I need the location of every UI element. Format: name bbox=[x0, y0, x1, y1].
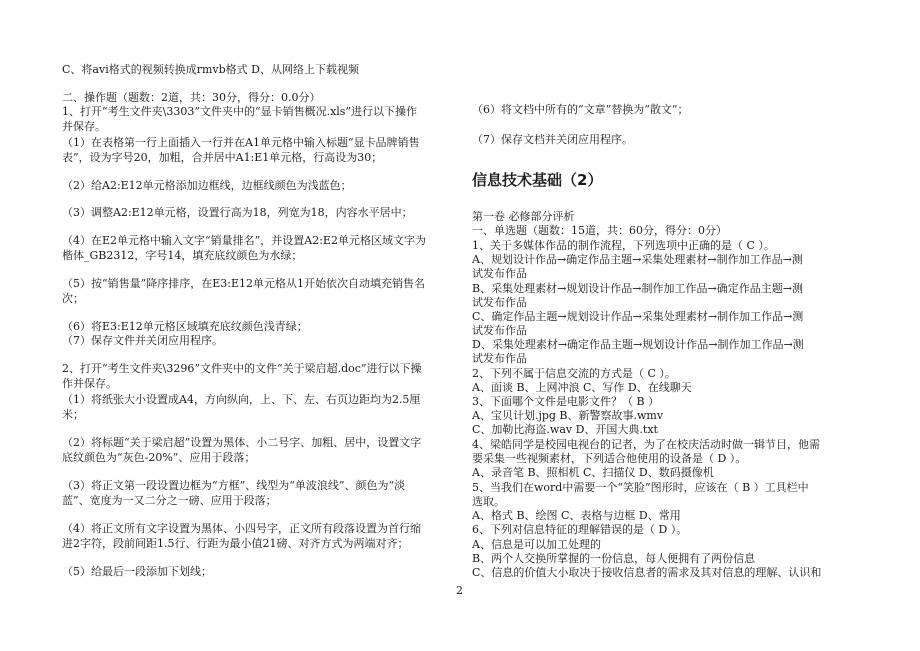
left-text-line: 底纹颜色为“灰色-20%”、应用于段落； bbox=[62, 451, 256, 464]
left-text-line: 进2字符，段前间距1.5行、行距为最小值21磅、对齐方式为两端对齐； bbox=[62, 537, 409, 550]
right-text-line: D、采集处理素材→确定作品主题→规划设计作品→制作加工作品→测 bbox=[472, 338, 804, 351]
right-text-line: A、录音笔 B、照相机 C、扫描仪 D、数码摄像机 bbox=[472, 466, 714, 479]
right-text-line: A、格式 B、绘图 C、表格与边框 D、常用 bbox=[472, 509, 681, 522]
right-text-line: 一、单选题（题数：15道，共：60分，得分：0分） bbox=[472, 224, 727, 237]
right-text-line: （6）将文档中所有的“文章”替换为“散文”； bbox=[472, 103, 689, 116]
right-text-line: A、面谈 B、上网冲浪 C、写作 D、在线聊天 bbox=[472, 381, 692, 394]
left-text-line: 2、打开“考生文件夹\3296”文件夹中的文件“关于梁启超.doc”进行以下操 bbox=[62, 362, 422, 375]
right-text-line: A、规划设计作品→确定作品主题→采集处理素材→制作加工作品→测 bbox=[472, 253, 803, 266]
left-text-line: 楷体_GB2312，字号14，填充底纹颜色为水绿； bbox=[62, 249, 303, 262]
right-text-line: 5、当我们在word中需要一个“笑脸”图形时，应该在（ B ）工具栏中 bbox=[472, 481, 809, 494]
left-text-line: 米； bbox=[62, 408, 84, 421]
right-text-line: C、信息的价值大小取决于接收信息者的需求及其对信息的理解、认识和 bbox=[472, 566, 822, 579]
right-text-line: 试发布作品 bbox=[472, 267, 527, 280]
right-text-line: 试发布作品 bbox=[472, 352, 527, 365]
left-text-line: 作并保存。 bbox=[62, 377, 117, 390]
left-text-line: 次； bbox=[62, 292, 84, 305]
right-text-line: 要采集一些视频素材，下列适合他使用的设备是（ D ）。 bbox=[472, 452, 747, 465]
right-text-line: （7）保存文档并关闭应用程序。 bbox=[472, 133, 633, 146]
right-text-line: 2、下列不属于信息交流的方式是（ C ）。 bbox=[472, 367, 676, 380]
left-text-line: 二、操作题（题数：2道，共：30分，得分：0.0分） bbox=[62, 91, 321, 104]
right-text-line: 6、下列对信息特征的理解错误的是（ D ）。 bbox=[472, 523, 688, 536]
left-text-line: （2）将标题“关于梁启超”设置为黑体、小二号字、加粗、居中，设置文字 bbox=[62, 436, 422, 449]
left-text-line: （3）调整A2:E12单元格，设置行高为18，列宽为18，内容水平居中； bbox=[62, 206, 413, 219]
left-text-line: 并保存。 bbox=[62, 120, 106, 133]
right-text-line: 4、梁皓同学是校园电视台的记者，为了在校庆活动时做一辑节目，他需 bbox=[472, 438, 820, 451]
right-text-line: A、信息是可以加工处理的 bbox=[472, 538, 601, 551]
left-text-line: （1）在表格第一行上面插入一行并在A1单元格中输入标题“显卡品牌销售 bbox=[62, 136, 420, 149]
left-text-line: （2）给A2:E12单元格添加边框线，边框线颜色为浅蓝色； bbox=[62, 179, 352, 192]
left-text-line: （7）保存文件并关闭应用程序。 bbox=[62, 334, 223, 347]
left-text-line: 蓝”、宽度为一又二分之一磅、应用于段落； bbox=[62, 494, 277, 507]
right-text-line: 1、关于多媒体作品的制作流程，下列选项中正确的是（ C ）。 bbox=[472, 239, 775, 252]
right-text-line: 3、下面哪个文件是电影文件？（ B ） bbox=[472, 395, 660, 408]
right-text-line: C、加勒比海盗.wav D、开国大典.txt bbox=[472, 423, 658, 436]
right-text-line: 试发布作品 bbox=[472, 296, 527, 309]
left-text-line: （4）在E2单元格中输入文字“销量排名”，并设置A2:E2单元格区域文字为 bbox=[62, 234, 426, 247]
left-text-line: （5）按“销售量”降序排序，在E3:E12单元格从1开始依次自动填充销售名 bbox=[62, 277, 426, 290]
section-title: 信息技术基础（2） bbox=[472, 171, 603, 189]
left-text-line: （5）给最后一段添加下划线； bbox=[62, 565, 212, 578]
right-text-line: 第一卷 必修部分评析 bbox=[472, 210, 575, 223]
left-text-line: C、将avi格式的视频转换成rmvb格式 D、从网络上下载视频 bbox=[62, 63, 359, 76]
right-text-line: 选取。 bbox=[472, 495, 505, 508]
left-text-line: 1、打开“考生文件夹\3303”文件夹中的“显卡销售概况.xls”进行以下操作 bbox=[62, 105, 418, 118]
left-text-line: （1）将纸张大小设置成A4，方向纵向，上、下、左、右页边距均为2.5厘 bbox=[62, 393, 421, 406]
right-text-line: C、确定作品主题→规划设计作品→采集处理素材→制作加工作品→测 bbox=[472, 310, 804, 323]
left-text-line: （6）将E3:E12单元格区域填充底纹颜色浅青绿； bbox=[62, 320, 308, 333]
right-text-line: 试发布作品 bbox=[472, 324, 527, 337]
left-text-line: （3）将正文第一段设置边框为“方框”、线型为“单波浪线”、颜色为“淡 bbox=[62, 479, 406, 492]
right-text-line: A、宝贝计划.jpg B、新警察故事.wmv bbox=[472, 409, 664, 422]
right-text-line: B、采集处理素材→规划设计作品→制作加工作品→确定作品主题→测 bbox=[472, 282, 803, 295]
right-text-line: B、两个人交换所掌握的一份信息，每人便拥有了两份信息 bbox=[472, 552, 756, 565]
left-text-line: 表”，设为字号20，加粗，合并居中A1:E1单元格，行高设为30； bbox=[62, 151, 383, 164]
page-number: 2 bbox=[456, 584, 463, 597]
left-text-line: （4）将正文所有文字设置为黑体、小四号字，正文所有段落设置为首行缩 bbox=[62, 522, 421, 535]
